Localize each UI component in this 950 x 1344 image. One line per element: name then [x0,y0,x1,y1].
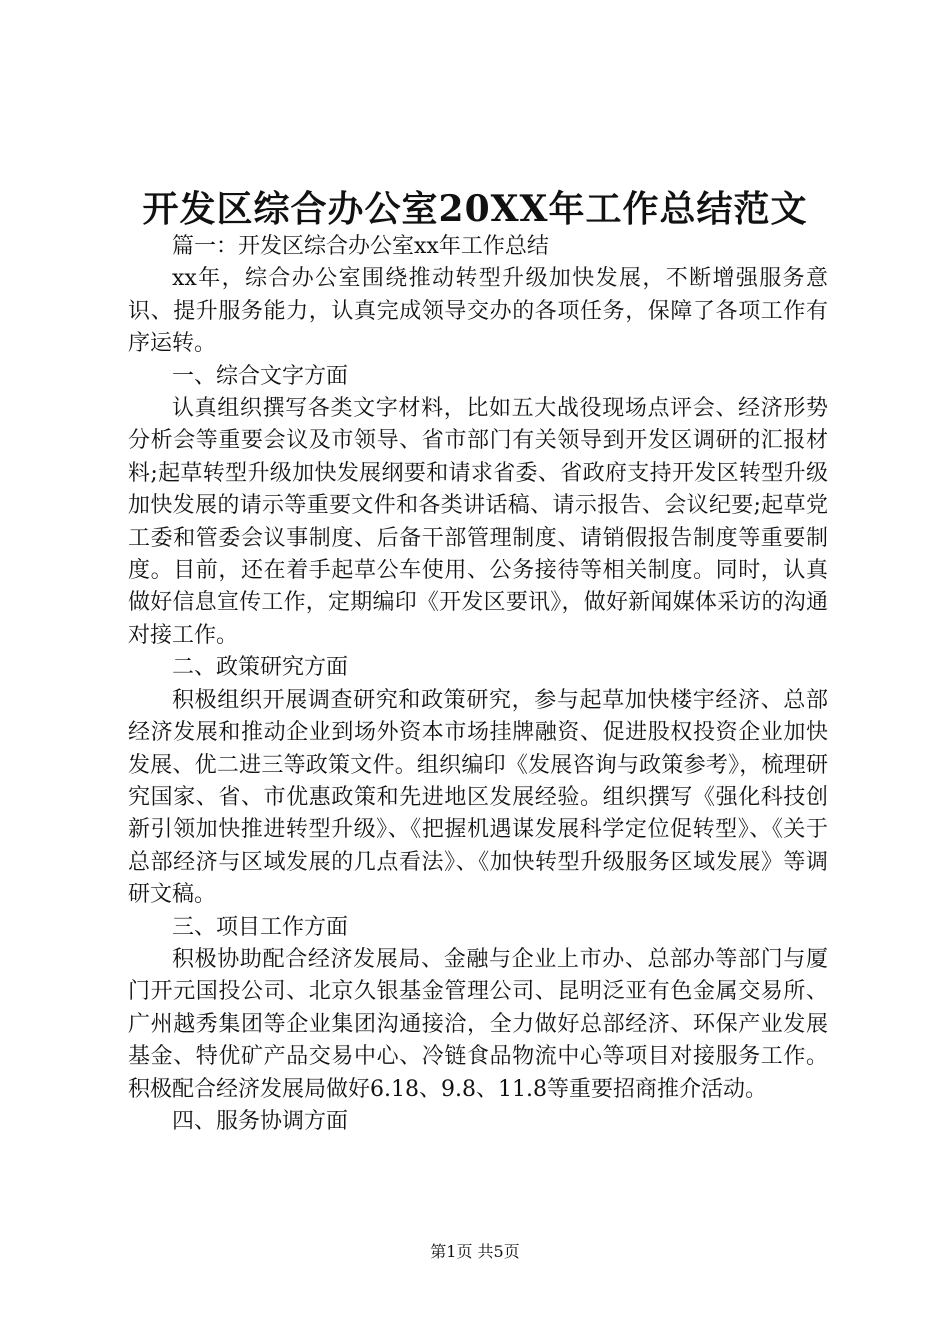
body-paragraph: xx年，综合办公室围绕推动转型升级加快发展，不断增强服务意识、提升服务能力，认真完成领导交办的各项任务，保障了各项工作有序运转。 [128,266,828,357]
section-heading: 篇一：开发区综合办公室xx年工作总结 [172,234,549,259]
document-title: 开发区综合办公室20XX年工作总结范文 [142,188,808,230]
body-paragraph: 积极协助配合经济发展局、金融与企业上市办、总部办等部门与厦门开元国投公司、北京久银基金管理公司、昆明泛亚有色金属交易所、广州越秀集团等企业集团沟通接洽，全力做好总部经济、环保产业发展基金、特优矿产品交易中心、冷链食品物流中心等项目对接服务工作。积极配合经济发展局做好6.18、9.8、11.8等重要招商推介活动。 [128,946,828,1102]
section-heading: 三、项目工作方面 [172,914,349,940]
document-body [128,231,828,1138]
section-heading: 二、政策研究方面 [172,655,349,681]
body-paragraph: 认真组织撰写各类文字材料，比如五大战役现场点评会、经济形势分析会等重要会议及市领导、省市部门有关领导到开发区调研的汇报材料;起草转型升级加快发展纲要和请求省委、省政府支持开发区转型升级加快发展的请示等重要文件和各类讲话稿、请示报告、会议纪要;起草党工委和管委会议事制度、后备干部管理制度、请销假报告制度等重要制度。目前，还在着手起草公车使用、公务接待等相关制度。同时，认真做好信息宣传工作，定期编印《开发区要讯》，做好新闻媒体采访的沟通对接工作。 [128,396,828,648]
page-footer: 第1页 共5页 [430,1242,520,1261]
section-heading: 四、服务协调方面 [172,1108,349,1134]
section-heading: 一、综合文字方面 [172,363,349,389]
body-paragraph: 积极组织开展调查研究和政策研究，参与起草加快楼宇经济、总部经济发展和推动企业到场外资本市场挂牌融资、促进股权投资企业加快发展、优二进三等政策文件。组织编印《发展咨询与政策参考》，梳理研究国家、省、市优惠政策和先进地区发展经验。组织撰写《强化科技创新引领加快推进转型升级》、《把握机遇谋发展科学定位促转型》、《关于总部经济与区域发展的几点看法》、《加快转型升级服务区域发展》等调研文稿。 [128,687,828,908]
